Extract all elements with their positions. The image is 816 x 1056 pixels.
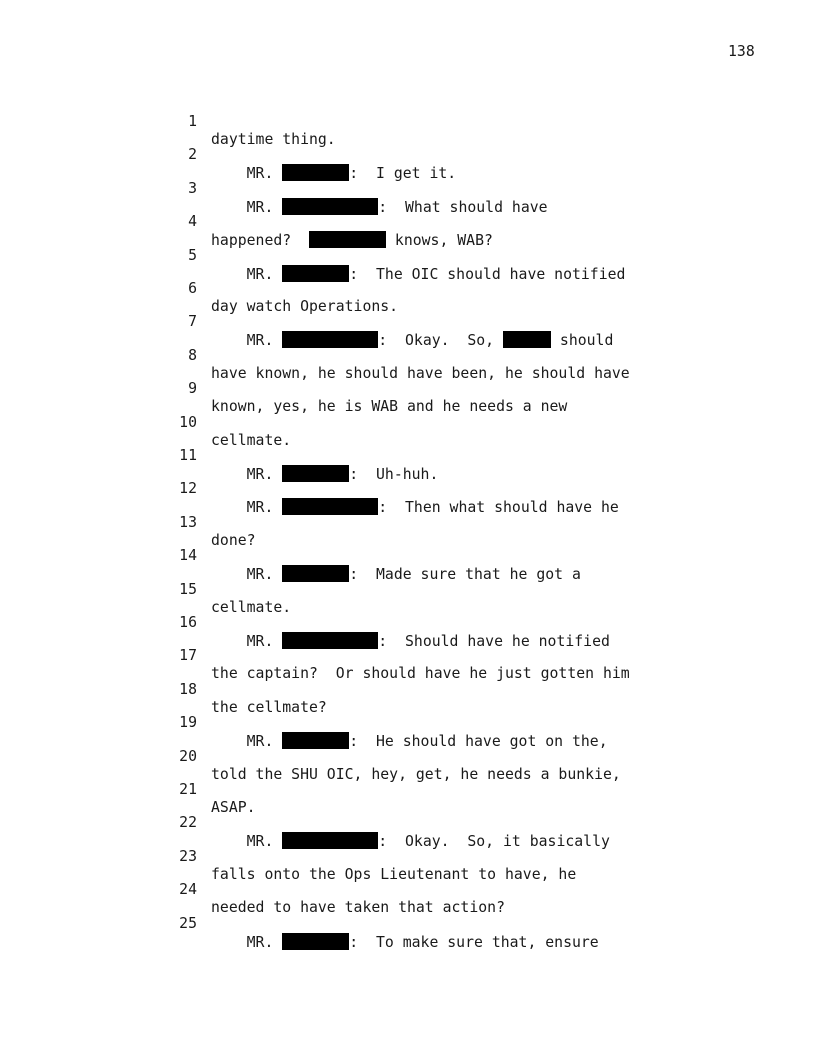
text-segment: : I get it. xyxy=(349,165,457,183)
text-segment: : Then what should have he xyxy=(378,499,619,517)
line-text xyxy=(211,198,548,217)
redaction-box xyxy=(282,265,349,282)
redaction-box xyxy=(309,231,386,248)
text-segment: : He should have got on the, xyxy=(349,733,608,751)
text-segment: : Made sure that he got a xyxy=(349,566,581,584)
line-text xyxy=(211,599,291,617)
line-number: 22 xyxy=(179,814,197,832)
line-text xyxy=(211,799,256,817)
text-segment: MR. xyxy=(211,633,283,650)
text-segment: the cellmate? xyxy=(211,698,327,716)
redaction-box xyxy=(282,164,349,181)
text-segment: MR. xyxy=(211,466,283,483)
line-number: 18 xyxy=(179,680,197,698)
text-segment: MR. xyxy=(211,332,283,350)
line-text xyxy=(211,899,505,917)
transcript-line xyxy=(0,95,336,148)
line-text xyxy=(211,231,493,250)
text-segment: the captain? Or should have he just gotten him xyxy=(211,665,630,683)
text-segment: MR. xyxy=(211,733,283,751)
line-number: 24 xyxy=(179,881,197,899)
redaction-box xyxy=(282,565,349,582)
line-number: 7 xyxy=(188,313,197,331)
line-number: 8 xyxy=(188,346,197,364)
text-segment: : The OIC should have notified xyxy=(349,265,626,283)
line-text xyxy=(211,732,608,751)
text-segment: MR. xyxy=(211,566,283,584)
redaction-box xyxy=(282,198,378,215)
line-number: 1 xyxy=(188,113,197,130)
redaction-box xyxy=(282,933,349,950)
text-segment: needed to have taken that action? xyxy=(211,899,505,917)
line-number: 13 xyxy=(179,513,197,531)
transcript-line xyxy=(0,396,292,449)
text-segment: : Okay. So, it basically xyxy=(378,833,610,851)
line-number: 4 xyxy=(188,213,197,231)
line-number: 9 xyxy=(188,380,197,398)
line-number: 5 xyxy=(188,246,197,264)
line-number: 25 xyxy=(179,914,197,932)
text-segment: ASAP. xyxy=(211,799,256,816)
text-segment: : To make sure that, ensure xyxy=(349,933,599,951)
line-number: 20 xyxy=(179,747,197,765)
line-number: 14 xyxy=(179,547,197,565)
text-segment: : Should have he notified xyxy=(378,633,610,650)
line-text xyxy=(211,331,613,350)
line-text xyxy=(211,565,581,584)
line-number: 12 xyxy=(179,480,197,498)
page-number: 138 xyxy=(728,43,755,60)
text-segment: : Okay. So, xyxy=(378,332,503,350)
line-text xyxy=(211,398,567,416)
text-segment: MR. xyxy=(211,165,283,183)
text-segment: : What should have xyxy=(378,198,548,216)
line-text xyxy=(211,164,456,183)
line-text xyxy=(211,665,630,683)
text-segment: knows, WAB? xyxy=(386,232,493,250)
line-text xyxy=(211,498,619,517)
line-number: 16 xyxy=(179,614,197,631)
transcript-line xyxy=(0,763,256,816)
line-text xyxy=(211,866,576,884)
line-text xyxy=(211,265,625,284)
text-segment: known, yes, he is WAB and he needs a new xyxy=(211,398,568,416)
text-segment: MR. xyxy=(211,265,283,283)
line-text xyxy=(211,632,610,651)
line-text xyxy=(211,465,438,484)
line-text xyxy=(211,432,291,450)
redaction-box xyxy=(282,498,378,515)
text-segment: MR. xyxy=(211,933,283,951)
line-text xyxy=(211,532,256,550)
redaction-box xyxy=(282,331,378,348)
line-number: 6 xyxy=(188,280,197,297)
redaction-box xyxy=(282,832,378,849)
text-segment: falls onto the Ops Lieutenant to have, he xyxy=(211,865,577,883)
text-segment: MR. xyxy=(211,833,283,851)
text-segment: have known, he should have been, he should have xyxy=(211,364,630,382)
line-number: 10 xyxy=(179,413,197,431)
line-number: 17 xyxy=(179,647,197,665)
text-segment: done? xyxy=(211,531,256,549)
line-number: 21 xyxy=(179,781,197,798)
text-segment: cellmate. xyxy=(211,431,292,449)
line-text xyxy=(211,298,398,316)
text-segment: happened? xyxy=(211,232,309,250)
line-number: 11 xyxy=(179,447,197,464)
line-number: 3 xyxy=(188,179,197,197)
redaction-box xyxy=(282,632,378,649)
line-text xyxy=(211,365,630,383)
line-number: 2 xyxy=(188,146,197,164)
text-segment: day watch Operations. xyxy=(211,298,399,315)
text-segment: should xyxy=(551,332,614,350)
line-text xyxy=(211,933,599,952)
redaction-box xyxy=(503,331,551,348)
line-text xyxy=(211,766,621,784)
line-number: 23 xyxy=(179,847,197,865)
line-text xyxy=(211,131,336,149)
line-number: 19 xyxy=(179,714,197,732)
text-segment: : Uh-huh. xyxy=(349,466,439,483)
text-segment: daytime thing. xyxy=(211,131,336,148)
text-segment: MR. xyxy=(211,198,283,216)
line-text xyxy=(211,832,610,851)
line-text xyxy=(211,699,327,717)
redaction-box xyxy=(282,732,349,749)
text-segment: told the SHU OIC, hey, get, he needs a bunkie, xyxy=(211,765,621,783)
line-number: 15 xyxy=(179,580,197,598)
text-segment: cellmate. xyxy=(211,598,292,616)
transcript-line xyxy=(0,663,327,716)
redaction-box xyxy=(282,465,349,482)
text-segment: MR. xyxy=(211,499,283,517)
